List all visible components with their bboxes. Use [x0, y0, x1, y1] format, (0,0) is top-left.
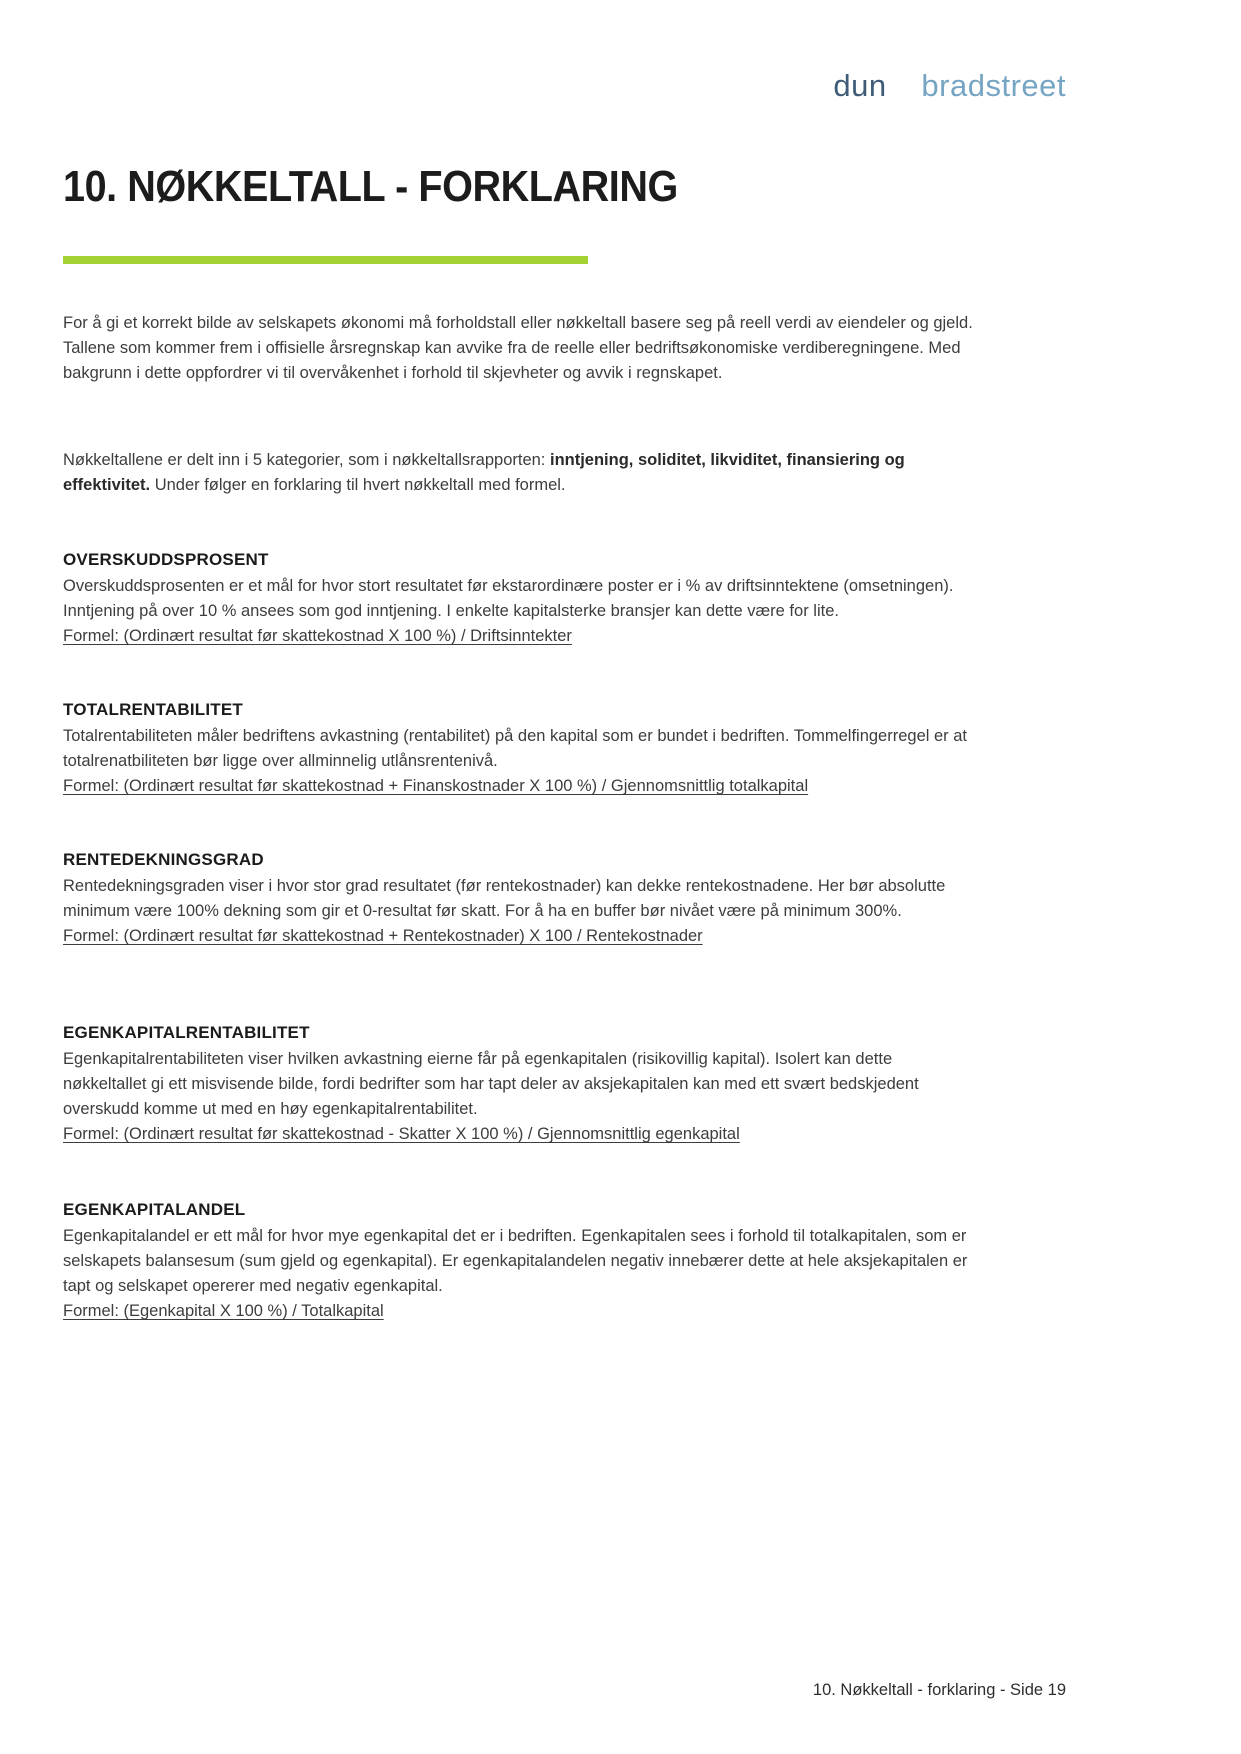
logo-word-bradstreet: bradstreet: [921, 68, 1066, 103]
dun-bradstreet-logo: dun&bradstreet: [833, 64, 1066, 111]
intro-paragraph: [63, 311, 975, 386]
section-heading: OVERSKUDDSPROSENT: [63, 550, 269, 569]
intro-paragraph-text: For å gi et korrekt bilde av selskapets økonomi må forholdstall eller nøkkeltall basere seg på reell verdi av eiendeler og gjeld. Tallene som kommer frem i offisielle årsregnskap kan avvike fra de reelle eller bedriftsøkonomiske verdiberegningene. Med bakgrunn i dette oppfordrer vi til overvåkenhet i forhold til skjevheter og avvik i regnskapet.: [63, 314, 973, 382]
categories-text-bold: inntjening, soliditet, likviditet, finansiering og effektivitet.: [63, 451, 905, 494]
categories-paragraph: [63, 448, 975, 498]
categories-text-pre: Nøkkeltallene er delt inn i 5 kategorier, som i nøkkeltallsrapporten:: [63, 451, 550, 469]
section-body: Totalrentabiliteten måler bedriftens avkastning (rentabilitet) på den kapital som er bundet i bedriften. Tommelfingerregel er at totalrenatbiliteten bør ligge over allminnelig utlånsrentenivå.: [63, 727, 968, 770]
categories-paragraph-text: [63, 448, 975, 498]
section-heading: RENTEDEKNINGSGRAD: [63, 850, 264, 869]
formula-line: Formel: (Ordinært resultat før skattekostnad + Finanskostnader X 100 %) / Gjennomsnittlig totalkapital: [63, 777, 809, 795]
categories-text-post: Under følger en forklaring til hvert nøkkeltall med formel.: [150, 476, 566, 494]
section-totalrentabilitet: [63, 699, 975, 799]
section-body: Overskuddsprosenten er et mål for hvor stort resultatet før ekstarordinære poster er i % av driftsinntektene (omsetningen). Inntjening på over 10 % ansees som god inntjening. I enkelte kapitalsterke bransjer kan dette være for lite.: [63, 577, 954, 620]
formula-line: Formel: (Ordinært resultat før skattekostnad X 100 %) / Driftsinntekter: [63, 627, 572, 645]
logo-word-dun: dun: [833, 68, 887, 103]
page-footer: 10. Nøkkeltall - forklaring - Side 19: [812, 1681, 1066, 1699]
section-rentedekningsgrad: [63, 849, 975, 949]
section-heading: TOTALRENTABILITET: [63, 700, 243, 719]
page-title: 10. NØKKELTALL - FORKLARING: [63, 162, 678, 211]
section-body: Egenkapitalandel er ett mål for hvor mye egenkapital det er i bedriften. Egenkapitalen sees i forhold til totalkapitalen, som er selskapets balansesum (sum gjeld og egenkapital). Er egenkapitalandelen negativ innebærer dette at hele aksjekapitalen er tapt og selskapet opererer med negativ egenkapital.: [63, 1227, 968, 1295]
formula-line: Formel: (Egenkapital X 100 %) / Totalkapital: [63, 1302, 384, 1320]
section-heading: EGENKAPITALRENTABILITET: [63, 1023, 310, 1042]
section-heading: EGENKAPITALANDEL: [63, 1200, 246, 1219]
section-body: Rentedekningsgraden viser i hvor stor grad resultatet (før rentekostnader) kan dekke rentekostnadene. Her bør absolutte minimum være 100% dekning som gir et 0-resultat før skatt. For å ha en buffer bør nivået være på minimum 300%.: [63, 877, 946, 920]
title-accent-rule: [63, 256, 588, 264]
formula-line: Formel: (Ordinært resultat før skattekostnad - Skatter X 100 %) / Gjennomsnittlig egenkapital: [63, 1125, 740, 1143]
section-egenkapitalrentabilitet: [63, 1022, 975, 1147]
formula-line: Formel: (Ordinært resultat før skattekostnad + Rentekostnader) X 100 / Rentekostnader: [63, 927, 703, 945]
section-overskuddsprosent: [63, 549, 975, 649]
section-egenkapitalandel: [63, 1199, 975, 1324]
section-body: Egenkapitalrentabiliteten viser hvilken avkastning eierne får på egenkapitalen (risikovillig kapital). Isolert kan dette nøkkeltallet gi ett misvisende bilde, fordi bedrifter som har tapt deler av aksjekapitalen kan med ett svært bedskjedent overskudd komme ut med en høy egenkapitalrentabilitet.: [63, 1050, 919, 1118]
